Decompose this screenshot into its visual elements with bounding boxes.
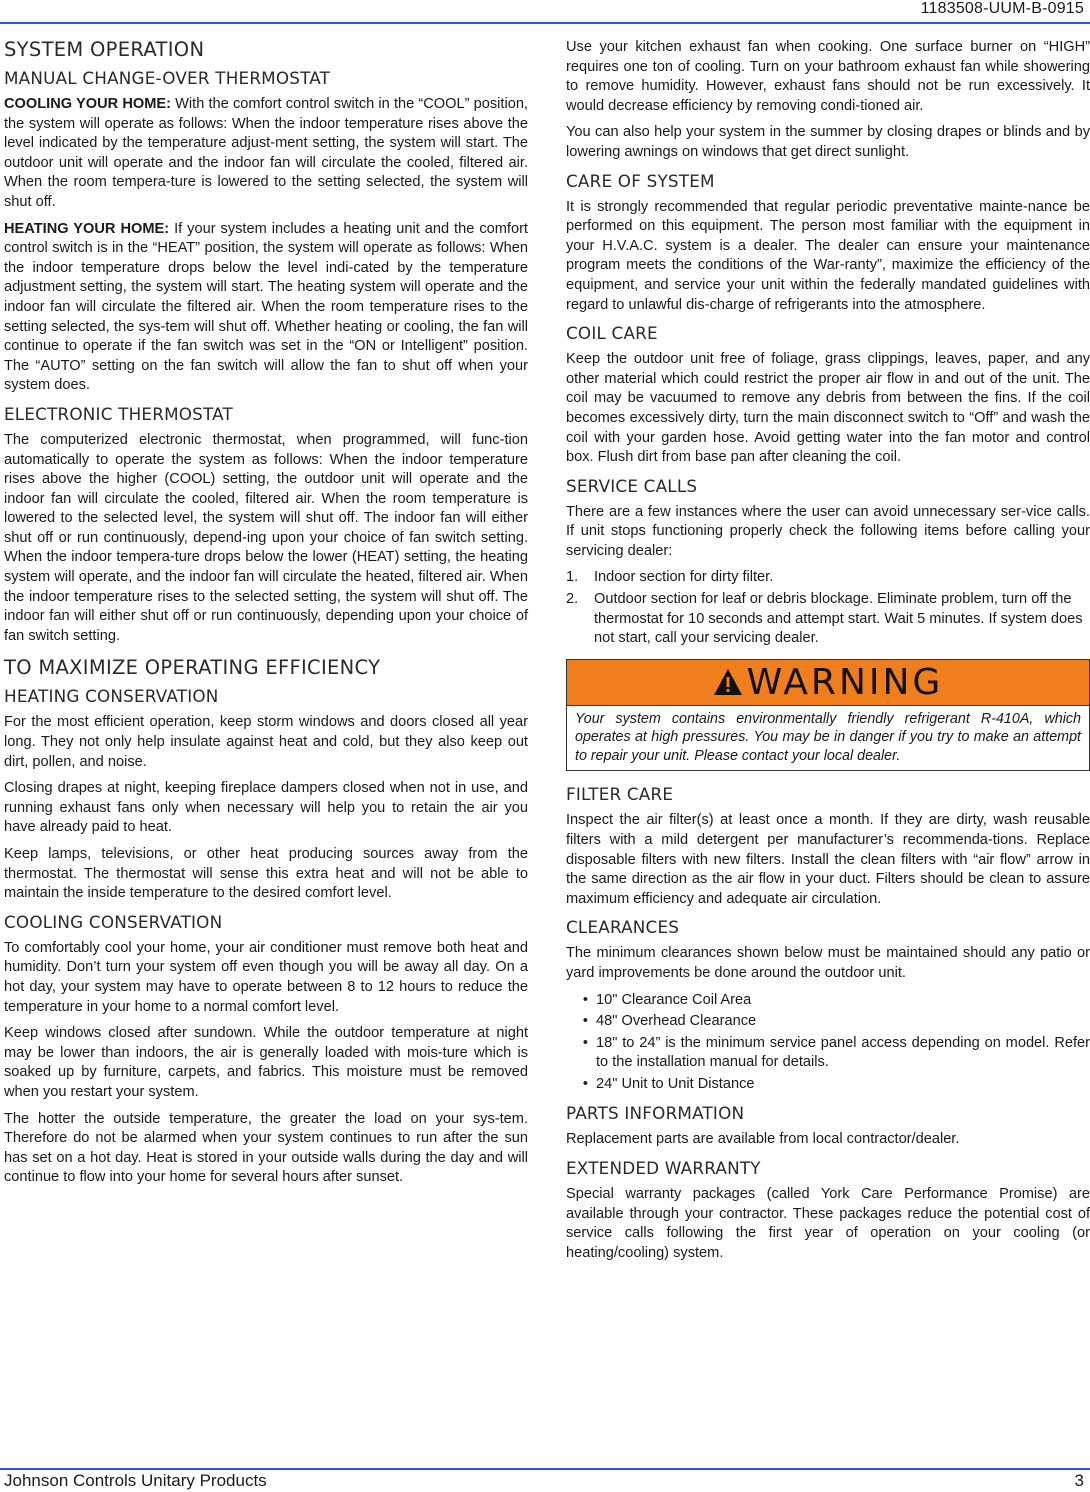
cooling-conservation-p5: You can also help your system in the summer by closing drapes or blinds and by lowering awnings on windows that get direct sunlight.: [566, 124, 1090, 160]
electronic-thermostat-heading: ELECTRONIC THERMOSTAT: [4, 403, 233, 424]
bullet-icon: •: [582, 1034, 588, 1051]
cooling-conservation-p2: Keep windows closed after sundown. While the outdoor temperature at night may be lower than indoors, the air is generally loaded with mois-ture which is soaked up by furniture, carpets, and fabrics. This moisture must be removed when you restart your system.: [4, 1025, 528, 1100]
service-calls-text: There are a few instances where the user can avoid unnecessary ser-vice calls. If unit stops functioning properly check the following items before calling your servicing dealer:: [566, 503, 1090, 559]
heating-conservation-p3: Keep lamps, televisions, or other heat producing sources away from the thermostat. The thermostat will sense this extra heat and will not be able to maintain the inside temperature to the desired comfort level.: [4, 846, 528, 902]
list-item-number: 1.: [566, 569, 579, 586]
right-column: [566, 38, 1090, 1270]
list-item-text: 18" to 24” is the minimum service panel access depending on model. Refer to the installation manual for details.: [596, 1034, 1090, 1071]
heating-conservation-p2: Closing drapes at night, keeping fireplace dampers closed when not in use, and running exhaust fans only when necessary will help you to retain the air you have already paid to heat.: [4, 780, 528, 836]
heating-conservation-heading: HEATING CONSERVATION: [4, 686, 219, 707]
list-item: [566, 568, 1090, 588]
document-code: 1183508-UUM-B-0915: [920, 0, 1084, 17]
electronic-text: The computerized electronic thermostat, when programmed, will func-tion automatically to operate the system as follows: When the indoor temperature rises above the higher (COOL) setting, the outdoor unit will operate and the indoor fan will circulate the cooled, filtered air. When the room temperature is lowered to the selected level, the system will shut off. The indoor fan will either shut off or run continuously, depend-ing upon your choice of fan switch setting. When the indoor tempera-ture drops below the lower (HEAT) setting, the heating system will operate, and the indoor fan will circulate the heated, filtered air. When the indoor temperature rises to the selected setting, the system will shut off. The indoor fan will either shut off or run continuously, depending upon your choice of fan switch setting.: [4, 431, 528, 644]
list-item: [566, 991, 1090, 1011]
list-item-number: 2.: [566, 591, 579, 608]
list-item: [566, 1012, 1090, 1032]
extended-warranty-text: Special warranty packages (called York Care Performance Promise) are available through your contractor. These packages reduce the potential cost of service calls following the first year of operation on your cooling (or heating/cooling) system.: [566, 1186, 1090, 1261]
footer-company: Johnson Controls Unitary Products: [4, 1471, 267, 1490]
filter-care-heading: FILTER CARE: [566, 784, 674, 805]
heating-paragraph: [4, 220, 528, 396]
heating-text: If your system includes a heating unit and the comfort control switch is in the “HEAT” position, the system will operate as follows: When the indoor temperature drops below the level indi-cated by the temperature adjustment setting, the system will start. The heating system will operate and the indoor fan will circulate the filtered air. When the room temperature rises to the setting selected, the sys-tem will shut off. Whether heating or cooling, the fan will continue to operate if the fan switch was set in the “ON or Intelligent” position. The “AUTO” setting on the fan switch will allow the fan to shut off when your system does.: [4, 220, 528, 394]
manual-thermostat-heading: MANUAL CHANGE-OVER THERMOSTAT: [4, 68, 331, 88]
header-rule: [0, 22, 1090, 24]
bullet-icon: •: [582, 991, 588, 1008]
clearance-list: [566, 991, 1090, 1095]
warning-header: [567, 660, 1089, 706]
filter-care-text: Inspect the air filter(s) at least once a month. If they are dirty, wash reusable filters with a mild detergent per manufacturer’s recommenda-tions. Replace disposable filters with new filters. Install the clean filters with “air flow” arrow in the same direction as the air flow in your duct. Filters should be clean to assure maximum efficiency and adequate air circulation.: [566, 812, 1090, 907]
list-item-text: 10" Clearance Coil Area: [596, 991, 752, 1008]
warning-title: WARNING: [746, 661, 944, 703]
bullet-icon: •: [582, 1075, 588, 1092]
cooling-conservation-heading: COOLING CONSERVATION: [4, 911, 223, 932]
warning-text: Your system contains environmentally friendly refrigerant R-410A, which operates at high pressures. You may be in danger if you try to make an attempt to repair your unit. Please contact your local dealer.: [575, 710, 1081, 764]
list-item-text: 48" Overhead Clearance: [596, 1013, 757, 1030]
parts-information-heading: PARTS INFORMATION: [566, 1103, 745, 1124]
cooling-lead: COOLING YOUR HOME:: [4, 96, 171, 112]
left-column: [4, 38, 528, 1195]
list-item: [566, 1075, 1090, 1095]
cooling-text: With the comfort control switch in the “COOL” position, the system will operate as follows: When the indoor temperature rises above the level indicated by the temperature adjust-ment setting, the system will start. The outdoor unit will operate and the indoor fan will circulate the cooled, filtered air. When the room tempera-ture is lowered to the setting selected, the system will shut off.: [4, 96, 528, 210]
cooling-conservation-p4: Use your kitchen exhaust fan when cooking. One surface burner on “HIGH” requires one ton of cooling. Turn on your bathroom exhaust fan while showering to remove humidity. However, exhaust fans should not be run excessively. It would decrease efficiency by removing condi-tioned air.: [566, 39, 1090, 114]
cooling-conservation-p3: The hotter the outside temperature, the greater the load on your sys-tem. Therefore do not be alarmed when your system continues to run after the sun has set on a hot day. Heat is stored in your outside walls during the day and will continue to flow into your home for several hours after sunset.: [4, 1110, 528, 1186]
coil-care-text: Keep the outdoor unit free of foliage, grass clippings, leaves, paper, and any other material which could restrict the proper air flow in and out of the unit. The coil may be vacuumed to remove any debris from between the fins. If the coil becomes excessively dirty, turn the main disconnect switch to “Off” and wash the coil with your garden hose. Avoid getting water into the fan motor and control box. Flush dirt from base pan after cleaning the coil.: [566, 351, 1090, 466]
system-operation-heading: SYSTEM OPERATION: [4, 38, 205, 61]
warning-triangle-icon: [713, 667, 743, 697]
cooling-conservation-p1: To comfortably cool your home, your air conditioner must remove both heat and humidity. Don’t turn your system off even though you will be away all day. On a hot day, your system may have to operate between 8 to 12 hours to reduce the temperature in your home to a normal comfort level.: [4, 939, 528, 1015]
clearances-heading: CLEARANCES: [566, 917, 680, 938]
heating-lead: HEATING YOUR HOME:: [4, 220, 170, 237]
list-item-text: Indoor section for dirty filter.: [594, 569, 774, 586]
list-item-text: Outdoor section for leaf or debris blockage. Eliminate problem, turn off the thermostat for 10 seconds and attempt start. Wait 5 minutes. If system does not start, call your servicing dealer.: [594, 591, 1083, 647]
clearances-text: The minimum clearances shown below must be maintained should any patio or yard improvements be done around the outdoor unit.: [566, 945, 1090, 981]
page-number: 3: [1074, 1471, 1084, 1490]
care-of-system-text: It is strongly recommended that regular periodic preventative mainte-nance be performed on this equipment. The person most familiar with the equipment in your H.V.A.C. system is a dealer. The dealer can ensure your maintenance program meets the conditions of the War-ranty”, maximize the efficiency of the equipment, and service your unit within the federally mandated guidelines with regard to unlawful dis-charge of refrigerants into the atmosphere.: [566, 198, 1090, 313]
extended-warranty-heading: EXTENDED WARRANTY: [566, 1158, 761, 1179]
warning-box: [566, 659, 1090, 772]
list-item: [566, 590, 1090, 649]
list-item-text: 24" Unit to Unit Distance: [596, 1075, 755, 1092]
service-checklist: [566, 568, 1090, 648]
parts-information-text: Replacement parts are available from local contractor/dealer.: [566, 1131, 960, 1148]
footer-rule: [0, 1468, 1090, 1470]
maximize-efficiency-heading: TO MAXIMIZE OPERATING EFFICIENCY: [4, 656, 381, 680]
service-calls-heading: SERVICE CALLS: [566, 475, 698, 496]
heating-conservation-p1: For the most efficient operation, keep storm windows and doors closed all year long. They not only help insulate against heat and cold, but they also keep out dirt, pollen, and noise.: [4, 714, 528, 770]
cooling-paragraph: [4, 95, 528, 213]
bullet-icon: •: [582, 1013, 588, 1030]
list-item: [566, 1034, 1090, 1073]
care-of-system-heading: CARE OF SYSTEM: [566, 170, 715, 191]
coil-care-heading: COIL CARE: [566, 323, 658, 344]
